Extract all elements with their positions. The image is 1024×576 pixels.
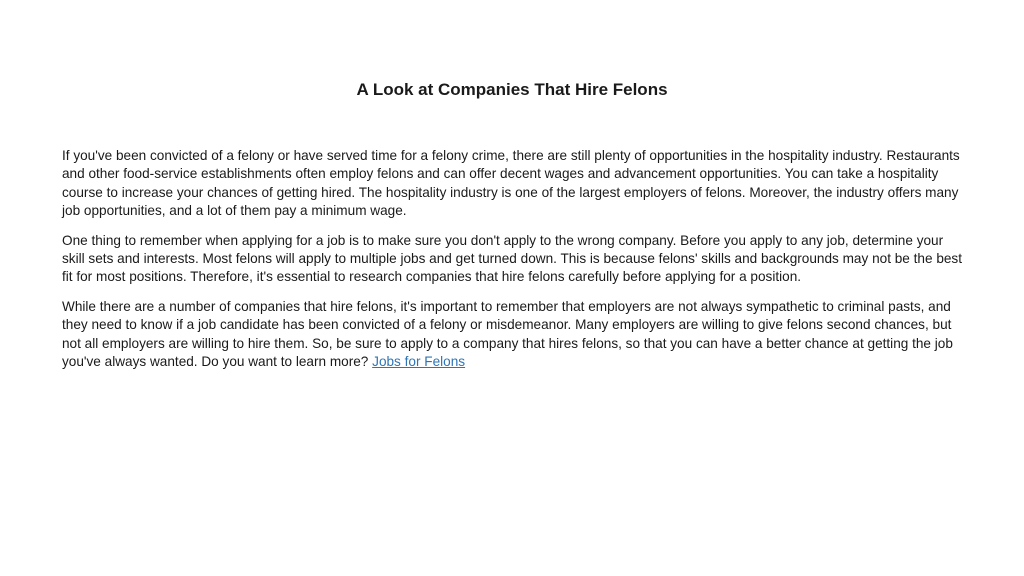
jobs-for-felons-link[interactable]: Jobs for Felons	[372, 354, 466, 370]
paragraph-1: If you've been convicted of a felony or have served time for a felony crime, there are still plenty of opportunities in the hospitality industry. Restaurants and other food-service establishments often employ felons and can offer decent wages and advancement opportunities. You can take a hospitality course to increase your chances of getting hired. The hospitality industry is one of the largest employers of felons. Moreover, the industry offers many job opportunities, and a lot of them pay a minimum wage.	[62, 148, 960, 219]
paragraph-3	[62, 298, 967, 372]
paragraph-2: One thing to remember when applying for a job is to make sure you don't apply to the wrong company. Before you apply to any job, determine your skill sets and interests. Most felons will apply to multiple jobs and get turned down. This is because felons' skills and backgrounds may not be the best fit for most positions. Therefore, it's essential to research companies that hire felons carefully before applying for a position.	[62, 232, 963, 285]
paragraph-3-text: While there are a number of companies that hire felons, it's important to remember that employers are not always sympathetic to criminal pasts, and they need to know if a job candidate has been convicted of a felony or misdemeanor. Many employers are willing to give felons second chances, but not all employers are willing to hire them. So, be sure to apply to a company that hires felons, so that you can have a better chance at getting the job you've always wanted. Do you want to learn more?	[62, 298, 953, 370]
body-text	[62, 147, 967, 382]
page-title: A Look at Companies That Hire Felons	[356, 80, 668, 99]
